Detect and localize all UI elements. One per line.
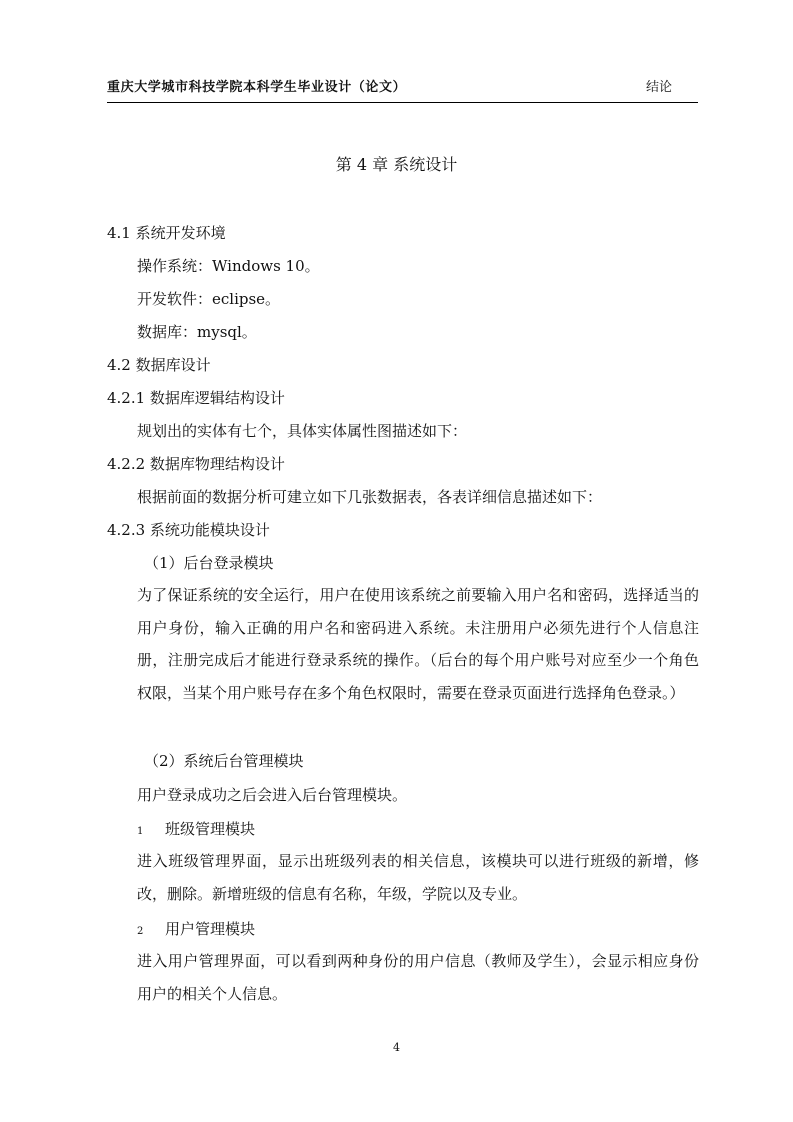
submodule-user	[137, 918, 255, 939]
header-title: 重庆大学城市科技学院本科学生毕业设计（论文）	[107, 80, 407, 95]
heading-4-2-2: 4.2.2 数据库物理结构设计	[107, 455, 285, 473]
env-dev: 开发软件：eclipse。	[137, 290, 281, 308]
para-4-2-1: 规划出的实体有七个，具体实体属性图描述如下：	[137, 422, 468, 440]
heading-4-2-3: 4.2.3 系统功能模块设计	[107, 521, 270, 539]
module-admin-title: （2）系统后台管理模块	[144, 752, 304, 770]
para-class	[107, 845, 699, 910]
para-admin: 用户登录成功之后会进入后台管理模块。	[137, 786, 408, 804]
module-login-title: （1）后台登录模块	[144, 554, 274, 572]
heading-4-1: 4.1 系统开发环境	[107, 224, 226, 242]
page-header	[107, 76, 698, 103]
para-user-text: 进入用户管理界面，可以看到两种身份的用户信息（教师及学生），会显示相应身份用户的相关个人信息。	[137, 952, 699, 1003]
header-section: 结论	[645, 80, 672, 95]
submodule-class-title: 班级管理模块	[165, 820, 256, 838]
heading-4-2: 4.2 数据库设计	[107, 356, 211, 374]
submodule-user-number: 2	[137, 926, 144, 937]
submodule-user-title: 用户管理模块	[165, 920, 256, 938]
para-class-text: 进入班级管理界面，显示出班级列表的相关信息，该模块可以进行班级的新增，修改，删除。新增班级的信息有名称，年级，学院以及专业。	[137, 852, 699, 903]
para-login-text: 为了保证系统的安全运行，用户在使用该系统之前要输入用户名和密码，选择适当的用户身份，输入正确的用户名和密码进入系统。未注册用户必须先进行个人信息注册，注册完成后才能进行登录系统的操作。（后台的每个用户账号对应至少一个角色权限，当某个用户账号存在多个角色权限时，需要在登录页面进行选择角色登录。）	[137, 586, 699, 703]
env-db: 数据库：mysql。	[137, 323, 257, 341]
env-os: 操作系统：Windows 10。	[137, 257, 320, 275]
page-number: 4	[393, 1041, 400, 1054]
heading-4-2-1: 4.2.1 数据库逻辑结构设计	[107, 389, 285, 407]
chapter-title: 第 4 章 系统设计	[335, 155, 458, 174]
para-4-2-2: 根据前面的数据分析可建立如下几张数据表，各表详细信息描述如下：	[137, 488, 603, 506]
submodule-class-number: 1	[137, 826, 144, 837]
submodule-class	[137, 818, 255, 839]
para-user	[107, 945, 699, 1010]
para-login	[107, 579, 699, 710]
